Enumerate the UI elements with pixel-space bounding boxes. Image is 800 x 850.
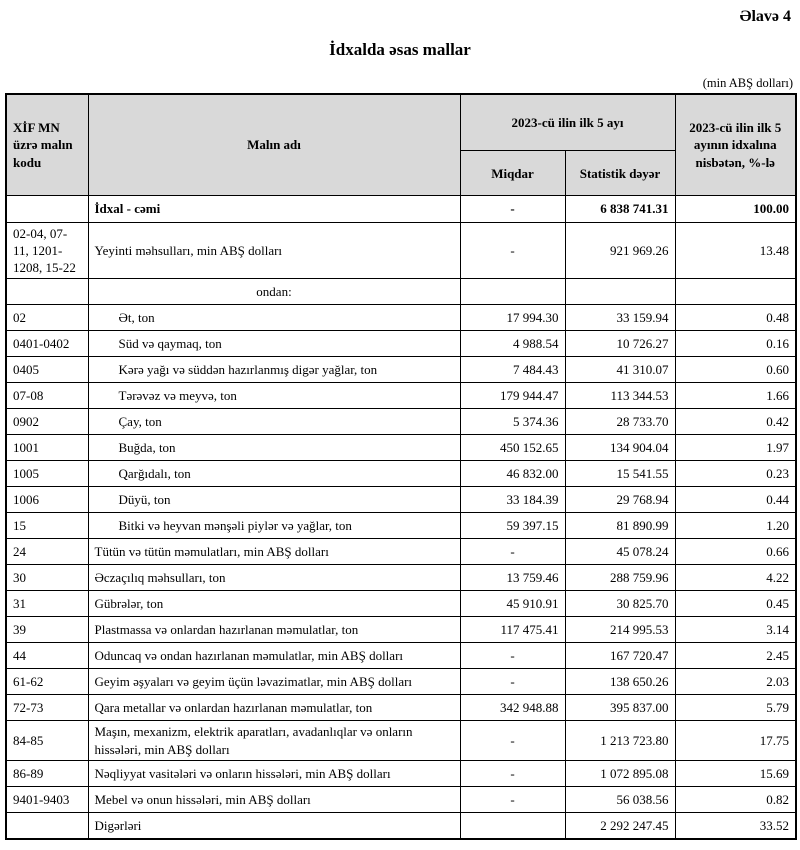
cell-stat: 395 837.00 [565, 695, 675, 721]
cell-code [6, 812, 88, 839]
cell-name: Qarğıdalı, ton [88, 461, 460, 487]
cell-stat: 167 720.47 [565, 643, 675, 669]
cell-qty: 13 759.46 [460, 565, 565, 591]
cell-share: 0.48 [675, 305, 796, 331]
cell-qty: - [460, 643, 565, 669]
table-row [6, 695, 796, 721]
cell-qty: 33 184.39 [460, 487, 565, 513]
cell-code: 1001 [6, 435, 88, 461]
header-stat-value: Statistik dəyər [565, 151, 675, 196]
cell-qty: 17 994.30 [460, 305, 565, 331]
cell-name: Süd və qaymaq, ton [88, 331, 460, 357]
cell-stat: 28 733.70 [565, 409, 675, 435]
cell-stat: 33 159.94 [565, 305, 675, 331]
table-row [6, 487, 796, 513]
cell-name: Qara metallar və onlardan hazırlanan məmulatlar, ton [88, 695, 460, 721]
table-row [6, 461, 796, 487]
cell-qty: 117 475.41 [460, 617, 565, 643]
cell-share: 1.97 [675, 435, 796, 461]
cell-stat: 113 344.53 [565, 383, 675, 409]
cell-name: Yeyinti məhsulları, min ABŞ dolları [88, 223, 460, 279]
header-period: 2023-cü ilin ilk 5 ayı [460, 94, 675, 151]
cell-name: İdxal - cəmi [88, 196, 460, 223]
cell-share: 0.60 [675, 357, 796, 383]
header-code: XİF MN üzrə malın kodu [6, 94, 88, 196]
cell-code: 02 [6, 305, 88, 331]
table-row [6, 513, 796, 539]
cell-qty: 179 944.47 [460, 383, 565, 409]
cell-name: Ət, ton [88, 305, 460, 331]
header-name: Malın adı [88, 94, 460, 196]
table-row [6, 196, 796, 223]
table-row [6, 786, 796, 812]
cell-name: Oduncaq və ondan hazırlanan məmulatlar, min ABŞ dolları [88, 643, 460, 669]
cell-name: Bitki və heyvan mənşəli piylər və yağlar, ton [88, 513, 460, 539]
table-row [6, 565, 796, 591]
cell-name: Buğda, ton [88, 435, 460, 461]
cell-stat [565, 279, 675, 305]
cell-code [6, 196, 88, 223]
cell-stat: 6 838 741.31 [565, 196, 675, 223]
cell-share: 100.00 [675, 196, 796, 223]
table-row [6, 812, 796, 839]
cell-code: 07-08 [6, 383, 88, 409]
cell-code: 86-89 [6, 760, 88, 786]
cell-code: 39 [6, 617, 88, 643]
cell-qty: 4 988.54 [460, 331, 565, 357]
cell-share: 0.82 [675, 786, 796, 812]
cell-qty: - [460, 760, 565, 786]
cell-qty: - [460, 196, 565, 223]
imports-table [5, 93, 797, 840]
table-row [6, 357, 796, 383]
cell-share: 0.23 [675, 461, 796, 487]
cell-name: Nəqliyyat vasitələri və onların hissələri, min ABŞ dolları [88, 760, 460, 786]
cell-qty: - [460, 721, 565, 760]
cell-name: Plastmassa və onlardan hazırlanan məmulatlar, ton [88, 617, 460, 643]
cell-code: 72-73 [6, 695, 88, 721]
cell-stat: 138 650.26 [565, 669, 675, 695]
cell-share: 0.44 [675, 487, 796, 513]
cell-code: 9401-9403 [6, 786, 88, 812]
cell-code: 31 [6, 591, 88, 617]
header-quantity: Miqdar [460, 151, 565, 196]
table-row [6, 279, 796, 305]
cell-code: 0902 [6, 409, 88, 435]
cell-stat: 2 292 247.45 [565, 812, 675, 839]
cell-code: 30 [6, 565, 88, 591]
cell-share: 4.22 [675, 565, 796, 591]
cell-code: 02-04, 07-11, 1201-1208, 15-22 [6, 223, 88, 279]
cell-share: 0.45 [675, 591, 796, 617]
cell-share: 3.14 [675, 617, 796, 643]
cell-share: 0.42 [675, 409, 796, 435]
cell-code: 1005 [6, 461, 88, 487]
table-row [6, 435, 796, 461]
cell-code: 24 [6, 539, 88, 565]
cell-share: 2.45 [675, 643, 796, 669]
cell-name: Düyü, ton [88, 487, 460, 513]
cell-stat: 30 825.70 [565, 591, 675, 617]
cell-share: 5.79 [675, 695, 796, 721]
cell-qty: 7 484.43 [460, 357, 565, 383]
cell-stat: 288 759.96 [565, 565, 675, 591]
table-row [6, 223, 796, 279]
cell-share: 15.69 [675, 760, 796, 786]
cell-name: Əczaçılıq məhsulları, ton [88, 565, 460, 591]
table-row [6, 539, 796, 565]
table-row [6, 669, 796, 695]
cell-code: 15 [6, 513, 88, 539]
cell-name: Tütün və tütün məmulatları, min ABŞ dolları [88, 539, 460, 565]
cell-name: Maşın, mexanizm, elektrik aparatları, avadanlıqlar və onların hissələri, min ABŞ dolları [88, 721, 460, 760]
cell-name: Kərə yağı və süddən hazırlanmış digər yağlar, ton [88, 357, 460, 383]
cell-stat: 29 768.94 [565, 487, 675, 513]
cell-code: 0401-0402 [6, 331, 88, 357]
cell-stat: 134 904.04 [565, 435, 675, 461]
cell-qty: 342 948.88 [460, 695, 565, 721]
cell-share: 2.03 [675, 669, 796, 695]
cell-stat: 921 969.26 [565, 223, 675, 279]
cell-share: 0.16 [675, 331, 796, 357]
cell-name: Çay, ton [88, 409, 460, 435]
table-row [6, 331, 796, 357]
table-row [6, 760, 796, 786]
table-body [6, 196, 796, 839]
cell-share: 0.66 [675, 539, 796, 565]
cell-qty: 5 374.36 [460, 409, 565, 435]
cell-code: 1006 [6, 487, 88, 513]
cell-share: 1.20 [675, 513, 796, 539]
table-row [6, 409, 796, 435]
cell-code: 61-62 [6, 669, 88, 695]
cell-stat: 214 995.53 [565, 617, 675, 643]
table-row [6, 617, 796, 643]
cell-qty: - [460, 669, 565, 695]
cell-stat: 41 310.07 [565, 357, 675, 383]
cell-code [6, 279, 88, 305]
cell-stat: 1 072 895.08 [565, 760, 675, 786]
cell-qty: 46 832.00 [460, 461, 565, 487]
cell-name: Digərləri [88, 812, 460, 839]
cell-stat: 10 726.27 [565, 331, 675, 357]
cell-share [675, 279, 796, 305]
cell-share: 1.66 [675, 383, 796, 409]
table-header [6, 94, 796, 196]
cell-code: 0405 [6, 357, 88, 383]
cell-share: 17.75 [675, 721, 796, 760]
unit-note: (min ABŞ dolları) [702, 76, 793, 90]
cell-stat: 15 541.55 [565, 461, 675, 487]
header-share: 2023-cü ilin ilk 5 ayının idxalına nisbətən, %-lə [675, 94, 796, 196]
cell-share: 33.52 [675, 812, 796, 839]
cell-qty: - [460, 786, 565, 812]
cell-name: Tərəvəz və meyvə, ton [88, 383, 460, 409]
cell-qty: 59 397.15 [460, 513, 565, 539]
cell-qty: 45 910.91 [460, 591, 565, 617]
cell-stat: 1 213 723.80 [565, 721, 675, 760]
cell-code: 44 [6, 643, 88, 669]
cell-name: ondan: [88, 279, 460, 305]
table-row [6, 305, 796, 331]
cell-qty: 450 152.65 [460, 435, 565, 461]
cell-name: Geyim əşyaları və geyim üçün ləvazimatlar, min ABŞ dolları [88, 669, 460, 695]
cell-name: Mebel və onun hissələri, min ABŞ dolları [88, 786, 460, 812]
cell-qty: - [460, 223, 565, 279]
cell-code: 84-85 [6, 721, 88, 760]
cell-qty [460, 279, 565, 305]
cell-qty [460, 812, 565, 839]
table-row [6, 591, 796, 617]
cell-share: 13.48 [675, 223, 796, 279]
cell-qty: - [460, 539, 565, 565]
table-row [6, 383, 796, 409]
cell-stat: 81 890.99 [565, 513, 675, 539]
page-title: İdxalda əsas mallar [329, 40, 471, 59]
cell-name: Gübrələr, ton [88, 591, 460, 617]
cell-stat: 56 038.56 [565, 786, 675, 812]
annex-label: Əlavə 4 [739, 8, 791, 25]
cell-stat: 45 078.24 [565, 539, 675, 565]
table-row [6, 643, 796, 669]
